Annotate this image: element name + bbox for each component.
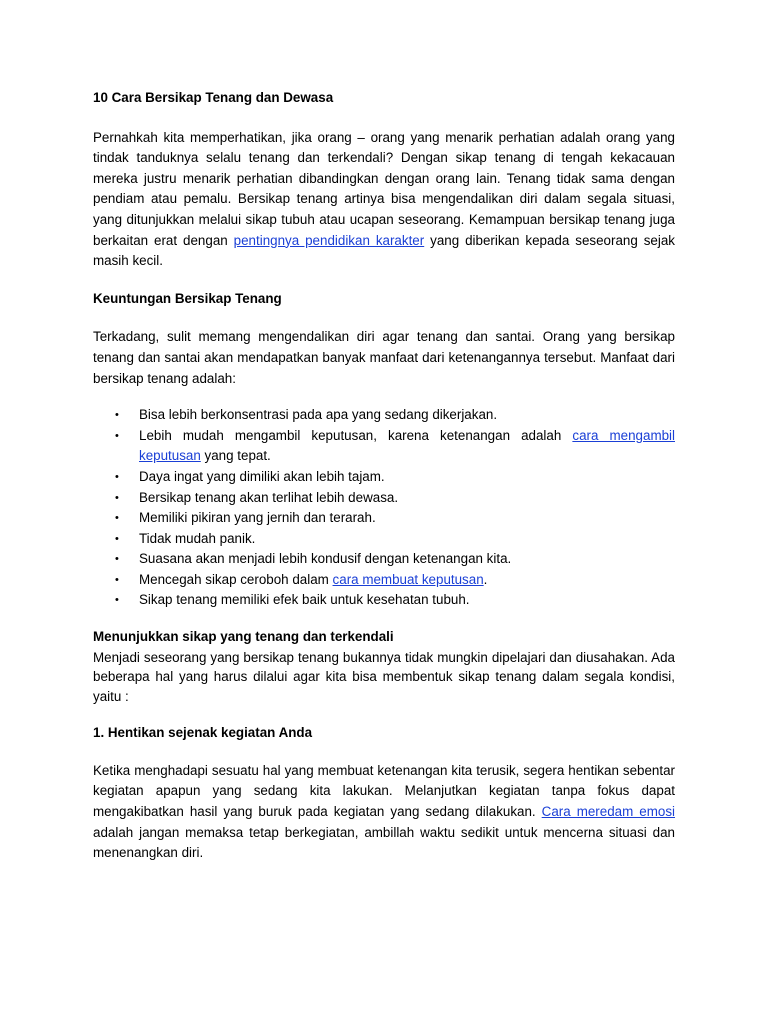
list-item-text: yang tepat.	[200, 448, 271, 464]
intro-text-2: yang diberikan kepada seseorang sejak masih kecil.	[93, 232, 675, 269]
bullet-icon: •	[115, 512, 119, 525]
hentikan-text-2: adalah jangan memaksa tetap berkegiatan, ambillah waktu sedikit untuk mencerna situasi dan menenangkan diri.	[93, 824, 675, 861]
bullet-icon: •	[115, 573, 119, 586]
list-item	[93, 426, 675, 467]
list-item-text: Suasana akan menjadi lebih kondusif dengan ketenangan kita.	[139, 551, 512, 567]
list-item-text: Sikap tenang memiliki efek baik untuk kesehatan tubuh.	[139, 592, 470, 608]
section-heading-menunjukkan: Menunjukkan sikap yang tenang dan terkendali	[93, 629, 394, 645]
menunjukkan-paragraph: Menjadi seseorang yang bersikap tenang bukannya tidak mungkin dipelajari dan diusahakan. Ada beberapa hal yang harus dilalui agar kita bisa membentuk sikap tenang dalam segala kondisi, yaitu :	[93, 649, 675, 704]
link-cara-meredam-emosi[interactable]: Cara meredam emosi	[541, 803, 675, 819]
link-pentingnya-pendidikan-karakter[interactable]: pentingnya pendidikan karakter	[233, 232, 425, 248]
section-heading-hentikan: 1. Hentikan sejenak kegiatan Anda	[93, 725, 313, 741]
list-item-text: .	[483, 571, 488, 587]
benefits-list	[93, 405, 675, 611]
bullet-icon: •	[115, 409, 119, 422]
list-item	[93, 549, 675, 570]
list-item	[93, 405, 675, 426]
list-item-text: Bersikap tenang akan terlihat lebih dewasa.	[139, 489, 399, 505]
list-item-text: Daya ingat yang dimiliki akan lebih tajam.	[139, 468, 385, 484]
document-title: 10 Cara Bersikap Tenang dan Dewasa	[93, 90, 334, 105]
list-item-text: Tidak mudah panik.	[139, 530, 256, 546]
hentikan-paragraph	[93, 761, 675, 864]
list-item	[93, 508, 675, 529]
link-cara-membuat-keputusan[interactable]: cara membuat keputusan	[332, 571, 484, 587]
intro-paragraph	[93, 128, 675, 272]
bullet-icon: •	[115, 553, 119, 566]
list-item	[93, 467, 675, 488]
section-heading-keuntungan: Keuntungan Bersikap Tenang	[93, 290, 282, 306]
bullet-icon: •	[115, 532, 119, 545]
keuntungan-paragraph: Terkadang, sulit memang mengendalikan diri agar tenang dan santai. Orang yang bersikap tenang dan santai akan mendapatkan banyak manfaat dari ketenangannya tersebut. Manfaat dari bersikap tenang adalah:	[93, 329, 675, 386]
document-page	[93, 88, 675, 864]
link-cara-mengambil-keputusan[interactable]: cara mengambil keputusan	[139, 427, 675, 464]
list-item-text: Lebih mudah mengambil keputusan, karena ketenangan adalah	[139, 427, 573, 443]
list-item	[93, 529, 675, 550]
list-item-text: Bisa lebih berkonsentrasi pada apa yang sedang dikerjakan.	[139, 407, 498, 423]
intro-text-1: Pernahkah kita memperhatikan, jika orang – orang yang menarik perhatian adalah orang yang tindak tanduknya selalu tenang dan terkendali? Dengan sikap tenang di tengah kekacauan mereka justru menarik perhatian dibandingkan dengan orang lain. Tenang tidak sama dengan pendiam atau pemalu. Bersikap tenang artinya bisa mengendalikan diri dalam segala situasi, yang ditunjukkan melalui sikap tubuh atau ucapan seseorang. Kemampuan bersikap tenang juga berkaitan erat dengan	[93, 129, 675, 248]
list-item	[93, 590, 675, 611]
list-item-text: Mencegah sikap ceroboh dalam	[139, 571, 333, 587]
list-item	[93, 570, 675, 591]
bullet-icon: •	[115, 429, 119, 442]
list-item	[93, 488, 675, 509]
bullet-icon: •	[115, 470, 119, 483]
bullet-icon: •	[115, 594, 119, 607]
list-item-text: Memiliki pikiran yang jernih dan terarah.	[139, 510, 376, 526]
hentikan-text-1: Ketika menghadapi sesuatu hal yang membuat ketenangan kita terusik, segera hentikan sebentar kegiatan apapun yang sedang kita lakukan. Melanjutkan kegiatan tanpa fokus dapat mengakibatkan hasil yang buruk pada kegiatan yang sedang dilakukan.	[93, 762, 675, 819]
bullet-icon: •	[115, 491, 119, 504]
